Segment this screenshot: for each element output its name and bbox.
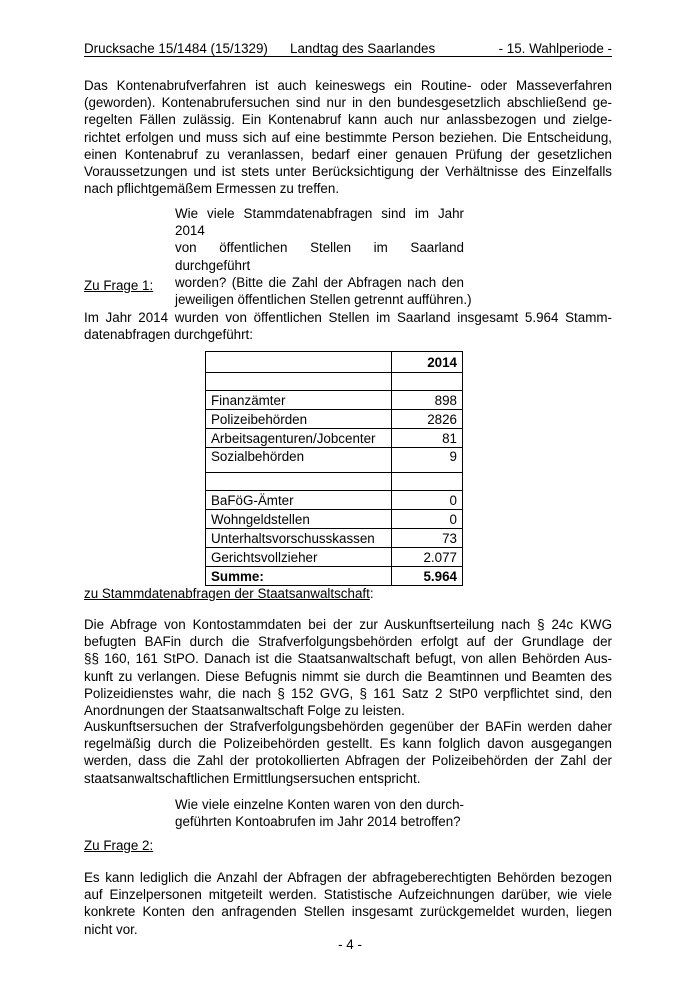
text-line: regelmäßig durch die Polizeibehörden gestellt. Es kann folglich davon ausgegangen <box>84 736 612 752</box>
page-number: - 4 - <box>338 937 362 952</box>
table-header-year: 2014 <box>392 352 463 373</box>
text-line: einen Kontenabruf zu veranlassen, bedarf einer genauen Prüfung der gesetzlichen <box>84 146 612 162</box>
text-line: Das Kontenabrufverfahren ist auch keineswegs ein Routine- oder Masseverfahren <box>84 78 612 93</box>
table-cell-value: 73 <box>392 529 463 548</box>
text-line: geführten Kontoabrufen im Jahr 2014 betroffen? <box>175 814 461 830</box>
text-line: staatsanwaltschaftlichen Ermittlungsersuchen entspricht. <box>84 770 421 786</box>
table-sum-row <box>206 567 463 586</box>
table-cell-value: 898 <box>392 391 463 410</box>
table-sum-value: 5.964 <box>392 567 463 586</box>
table-cell-label: Sozialbehörden <box>206 448 392 473</box>
header-doc-number: Drucksache 15/1484 (15/1329) <box>84 41 268 56</box>
text-line: Im Jahr 2014 wurden von öffentlichen Stellen im Saarland insgesamt 5.964 Stamm- <box>84 310 612 325</box>
table-cell-empty <box>206 473 392 491</box>
stammdaten-table <box>205 351 463 586</box>
text-line: jeweiligen öffentlichen Stellen getrennt aufführen.) <box>175 292 472 308</box>
text-line: befugten BAFin durch die Strafverfolgungsbehörden erfolgt auf der Grundlage der <box>84 634 612 650</box>
table-row <box>206 548 463 567</box>
table-cell-empty <box>392 373 463 391</box>
table-row <box>206 410 463 429</box>
table-cell-label: Arbeitsagenturen/Jobcenter <box>206 429 392 448</box>
text-line: konkrete Konten den anfragenden Stellen insgesamt zurückgemeldet wurden, liegen <box>84 904 612 920</box>
text-line: worden? (Bitte die Zahl der Abfragen nach den <box>175 274 464 290</box>
answer-1-paragraph <box>84 309 612 343</box>
header-institution: Landtag des Saarlandes <box>290 41 436 56</box>
table-row <box>206 391 463 410</box>
text-line: Die Abfrage von Kontostammdaten bei der zur Auskunftserteilung nach § 24c KWG <box>84 617 612 632</box>
text-line: von öffentlichen Stellen im Saarland durchgeführt <box>175 240 464 273</box>
table-header-empty <box>206 352 392 373</box>
table-cell-value: 2.077 <box>392 548 463 567</box>
table-row <box>206 529 463 548</box>
text-line: (geworden). Kontenabrufersuchen sind nur in den bundesgesetzlich abschließend ge- <box>84 95 612 111</box>
text-line: Voraussetzungen und ist stets unter Berücksichtigung der Verhältnisse des Einzelfalls <box>84 164 612 180</box>
question-1 <box>175 205 472 308</box>
text-line: Wie viele einzelne Konten waren von den durch- <box>175 797 464 812</box>
table-cell-label: Unterhaltsvorschusskassen <box>206 529 392 548</box>
table-cell-value: 0 <box>392 510 463 529</box>
text-line: regelten Fällen zulässig. Ein Kontenabruf kann auch nur anlassbezogen und zielge- <box>84 112 612 128</box>
table-cell-label: BaFöG-Ämter <box>206 491 392 510</box>
table-cell-value: 0 <box>392 491 463 510</box>
text-line: Es kann lediglich die Anzahl der Abfragen der abfrageberechtigten Behörden bezogen <box>84 870 612 885</box>
table-cell-label: Wohngeldstellen <box>206 510 392 529</box>
staatsanwaltschaft-heading-line <box>84 585 374 602</box>
text-line: werden, dass die Zahl der protokollierten Abfragen der Polizeibehörden der Zahl der <box>84 753 612 769</box>
table-sum-label: Summe: <box>206 567 392 586</box>
text-line: auf Einzelpersonen mitgeteilt werden. Statistische Aufzeichnungen darüber, wie viele <box>84 887 612 903</box>
heading-colon: : <box>369 586 374 601</box>
text-line: §§ 160, 161 StPO. Danach ist die Staatsanwaltschaft befugt, von allen Behörden Aus- <box>84 651 612 667</box>
text-line: nach pflichtgemäßem Ermessen zu treffen. <box>84 181 340 197</box>
table-cell-value: 9 <box>392 448 463 473</box>
table-row <box>206 510 463 529</box>
staatsanwaltschaft-heading: zu Stammdatenabfragen der Staatsanwaltschaft <box>84 586 370 601</box>
table-cell-empty <box>206 373 392 391</box>
paragraph-strafverfolgung <box>84 616 612 719</box>
table-cell-label: Finanzämter <box>206 391 392 410</box>
answer-1-heading: Zu Frage 1: <box>84 278 154 293</box>
table-row <box>206 429 463 448</box>
table-cell-label: Polizeibehörden <box>206 410 392 429</box>
text-line: kunft zu verlangen. Diese Befugnis nimmt sie durch die Beamtinnen und Beamten des <box>84 668 612 684</box>
table-row <box>206 448 463 473</box>
text-line: Auskunftsersuchen der Strafverfolgungsbehörden gegenüber der BAFin werden daher <box>84 719 612 734</box>
table-cell-empty <box>392 473 463 491</box>
answer-2-paragraph <box>84 869 612 938</box>
text-line: Wie viele Stammdatenabfragen sind im Jahr 2014 <box>175 206 464 239</box>
header-period: - 15. Wahlperiode - <box>498 41 612 56</box>
text-line: Polizeidienstes wahr, die nach § 152 GVG, § 161 Satz 2 StP0 verpflichtet sind, den <box>84 685 612 701</box>
text-line: datenabfragen durchgeführt: <box>84 327 253 343</box>
paragraph-auskunftsersuchen <box>84 718 612 787</box>
text-line: Anordnungen der Staatsanwaltschaft Folge zu leisten. <box>84 703 405 719</box>
table-cell-value: 81 <box>392 429 463 448</box>
page-header <box>84 38 612 57</box>
text-line: richtet erfolgen und muss sich auf eine bestimmte Person beziehen. Die Entscheidung, <box>84 129 612 145</box>
question-2 <box>175 796 464 830</box>
text-line: nicht vor. <box>84 921 138 937</box>
table-cell-value: 2826 <box>392 410 463 429</box>
table-row <box>206 491 463 510</box>
answer-2-heading: Zu Frage 2: <box>84 838 154 853</box>
table-cell-label: Gerichtsvollzieher <box>206 548 392 567</box>
intro-paragraph <box>84 77 612 197</box>
